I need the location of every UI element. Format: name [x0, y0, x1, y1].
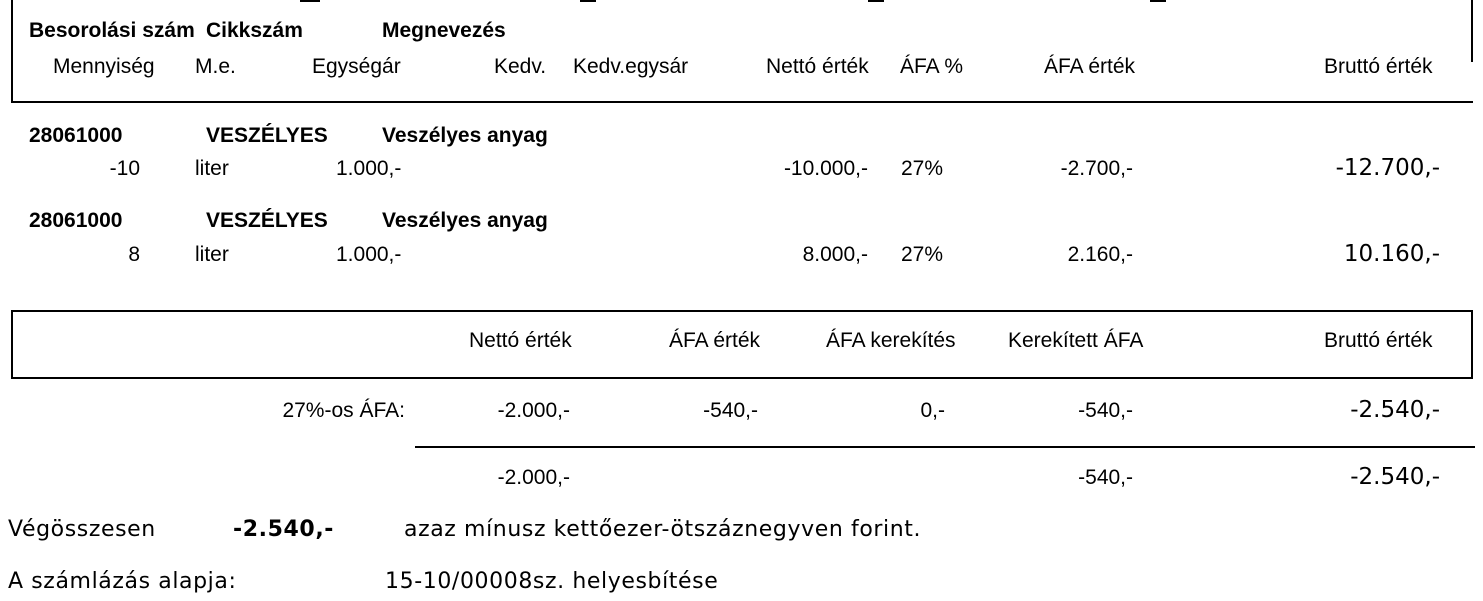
col-me: M.e. — [195, 55, 236, 78]
item-1-egysegar: 1.000,- — [336, 157, 402, 180]
col-afa-pct: ÁFA % — [900, 55, 964, 78]
totals-netto: -2.000,- — [497, 466, 570, 489]
billing-basis-value: 15-10/00008sz. helyesbítése — [385, 569, 719, 594]
item-1-megnevezes: Veszélyes anyag — [382, 124, 548, 147]
grand-total-in-words: azaz mínusz kettőezer-ötszáznegyven forint. — [404, 517, 922, 542]
header-top-fragment — [300, 0, 320, 2]
summary-col-kerekitett-afa: Kerekített ÁFA — [1008, 329, 1144, 352]
col-mennyiseg: Mennyiség — [53, 55, 155, 78]
item-2-me: liter — [195, 243, 229, 266]
summary-netto: -2.000,- — [497, 399, 570, 422]
summary-col-brutto-ertek: Bruttó érték — [1324, 329, 1433, 352]
col-brutto-ertek: Bruttó érték — [1324, 55, 1433, 78]
item-2-besorolasi-szam: 28061000 — [29, 209, 123, 232]
header-box-left-edge — [11, 0, 13, 102]
item-2-egysegar: 1.000,- — [336, 243, 402, 266]
summary-col-afa-ertek: ÁFA érték — [669, 329, 761, 352]
billing-basis-label: A számlázás alapja: — [8, 569, 237, 594]
item-2-cikkszam: VESZÉLYES — [206, 209, 328, 232]
col-egysegar: Egységár — [312, 55, 401, 78]
item-1-cikkszam: VESZÉLYES — [206, 124, 328, 147]
totals-divider — [415, 446, 1475, 448]
header-top-fragment — [1150, 0, 1166, 2]
summary-afa-ertek: -540,- — [703, 399, 758, 422]
item-1-mennyiseg: -10 — [109, 157, 140, 180]
col-netto-ertek: Nettó érték — [766, 55, 869, 78]
item-2-brutto: 10.160,- — [1343, 241, 1440, 267]
item-1-afa-ertek: -2.700,- — [1060, 157, 1133, 180]
summary-col-afa-kerekites: ÁFA kerekítés — [826, 329, 956, 352]
col-megnevezes: Megnevezés — [382, 19, 506, 42]
item-1-netto: -10.000,- — [783, 157, 868, 180]
header-box-right-edge — [1471, 0, 1473, 62]
item-1-besorolasi-szam: 28061000 — [29, 124, 123, 147]
grand-total-value: -2.540,- — [233, 517, 335, 542]
item-1-me: liter — [195, 157, 229, 180]
summary-brutto: -2.540,- — [1350, 397, 1440, 423]
item-2-netto: 8.000,- — [802, 243, 868, 266]
item-1-afa-pct: 27% — [901, 157, 944, 180]
col-besorolasi-szam: Besorolási szám — [29, 19, 195, 42]
header-top-fragment — [868, 0, 884, 2]
header-box-bottom-edge — [11, 101, 1473, 103]
totals-kerekitett-afa: -540,- — [1078, 466, 1133, 489]
summary-kerekitett-afa: -540,- — [1078, 399, 1133, 422]
item-2-mennyiseg: 8 — [128, 243, 140, 266]
item-2-megnevezes: Veszélyes anyag — [382, 209, 548, 232]
header-top-fragment — [580, 0, 596, 2]
summary-vat-label: 27%-os ÁFA: — [282, 399, 405, 422]
item-2-afa-ertek: 2.160,- — [1067, 243, 1133, 266]
item-1-brutto: -12.700,- — [1335, 155, 1440, 181]
col-cikkszam: Cikkszám — [206, 19, 303, 42]
item-2-afa-pct: 27% — [901, 243, 944, 266]
summary-col-netto-ertek: Nettó érték — [469, 329, 572, 352]
totals-brutto: -2.540,- — [1350, 464, 1440, 490]
col-kedv: Kedv. — [494, 55, 547, 78]
col-kedv-egysegar: Kedv.egysár — [573, 55, 689, 78]
col-afa-ertek: ÁFA érték — [1044, 55, 1136, 78]
summary-kerekites: 0,- — [920, 399, 945, 422]
grand-total-label: Végösszesen — [8, 517, 156, 542]
